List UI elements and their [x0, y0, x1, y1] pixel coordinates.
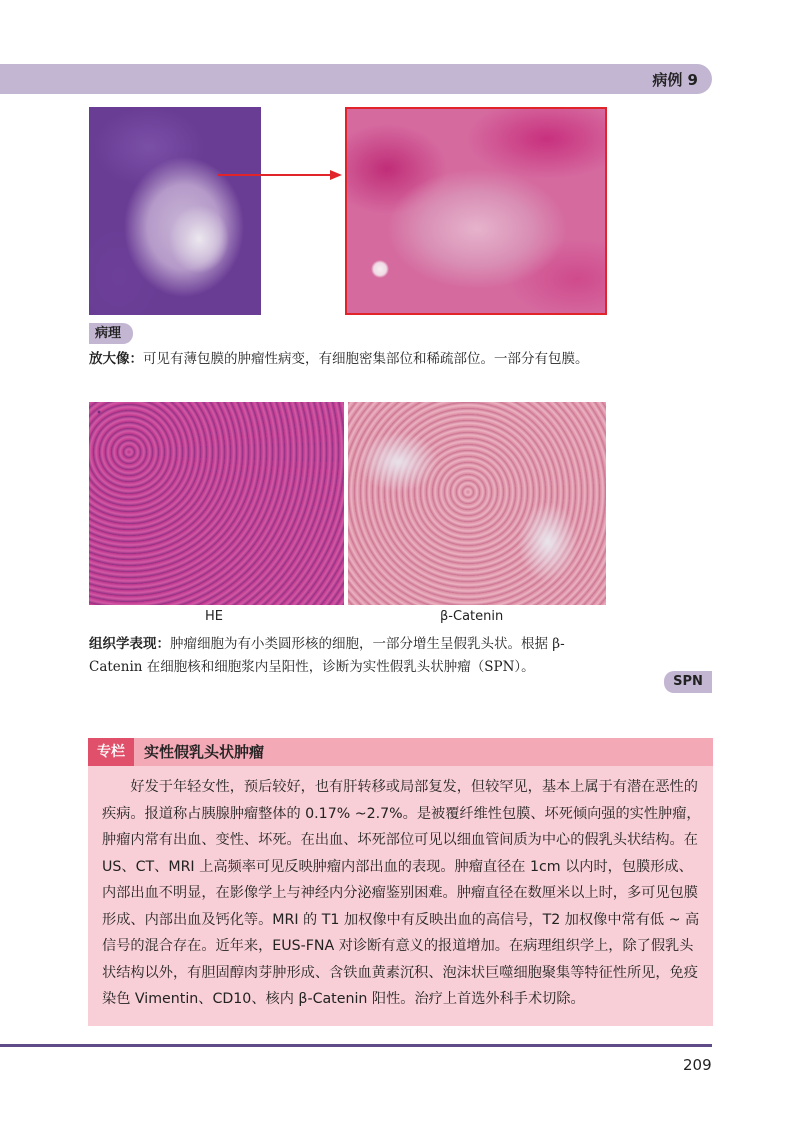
histology-label: 组织学表现： [89, 636, 170, 652]
magnified-text: 可见有薄包膜的肿瘤性病变，有细胞密集部位和稀疏部位。一部分有包膜。 [143, 351, 589, 367]
magnified-paragraph [89, 348, 609, 371]
he-stain-image [89, 402, 344, 605]
column-header [88, 738, 713, 766]
high-magnification-image [345, 107, 607, 315]
spn-tag: SPN [664, 671, 712, 693]
beta-catenin-stain-image [348, 402, 606, 605]
arrow-icon [218, 169, 343, 181]
column-title: 实性假乳头状肿瘤 [144, 743, 265, 761]
beta-catenin-caption: β-Catenin [440, 609, 504, 624]
low-magnification-image [89, 107, 261, 315]
column-box [88, 738, 713, 1026]
column-label: 专栏 [88, 738, 134, 766]
pathology-badge: 病理 [89, 323, 133, 344]
magnified-label: 放大像： [89, 351, 143, 367]
column-body: 好发于年轻女性，预后较好，也有肝转移或局部复发，但较罕见，基本上属于有潜在恶性的疾病。报道称占胰腺肿瘤整体的 0.17% ~2.7%。是被覆纤维性包膜、坏死倾向强的实性肿瘤，肿瘤内常有出血、变性、坏死。在出血、坏死部位可见以细血管间质为中心的假乳头状结构。在 US、CT、MRI 上高频率可见反映肿瘤内部出血的表现。肿瘤直径在 1cm 以内时，包膜形成、内部出血不明显，在影像学上与神经内分泌瘤鉴别困难。肿瘤直径在数厘米以上时，多可见包膜形成、内部出血及钙化等。MRI 的 T1 加权像中有反映出血的高信号，T2 加权像中常有低 ~ 高信号的混合存在。近年来，EUS-FNA 对诊断有意义的报道增加。在病理组织学上，除了假乳头状结构以外，有胆固醇肉芽肿形成、含铁血黄素沉积、泡沫状巨噬细胞聚集等特征性所见，免疫染色 Vimentin、CD10、核内 β-Catenin 阳性。治疗上首选外科手术切除。 [102, 779, 701, 1007]
case-label: 病例 9 [652, 71, 698, 89]
footer-line [0, 1044, 712, 1047]
header-band [0, 64, 712, 94]
he-caption: HE [205, 609, 223, 624]
histology-paragraph [89, 633, 609, 679]
page-number: 209 [683, 1056, 712, 1074]
histology-text: 肿瘤细胞为有小类圆形核的细胞，一部分增生呈假乳头状。根据 β-Catenin 在细胞核和细胞浆内呈阳性，诊断为实性假乳头状肿瘤（SPN）。 [89, 636, 565, 675]
